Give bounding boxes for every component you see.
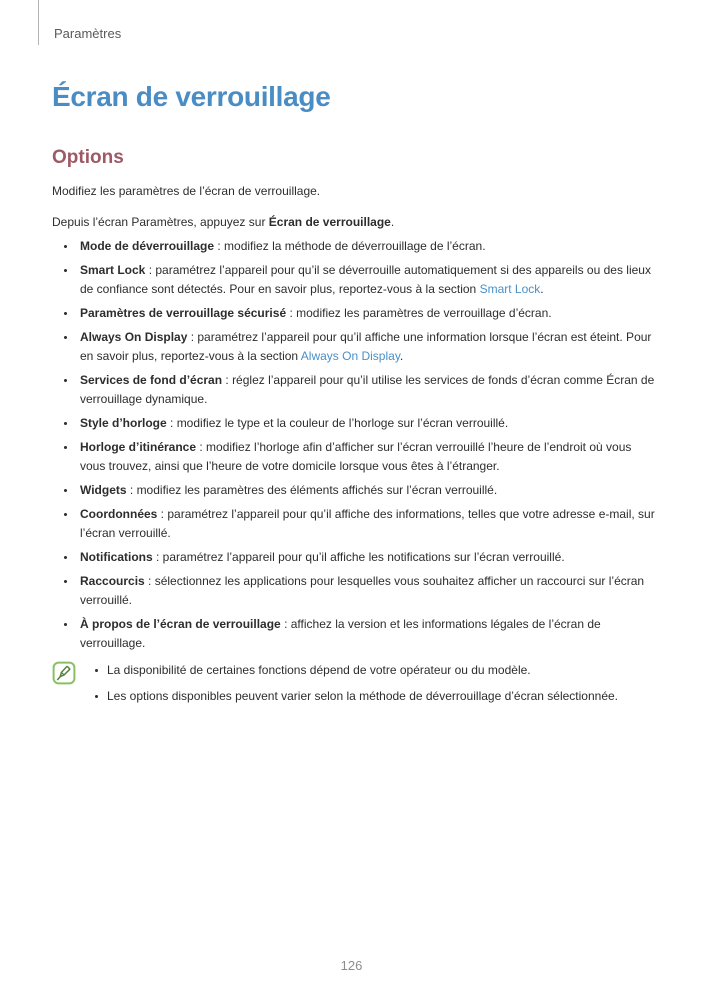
bold-term: Smart Lock	[80, 263, 146, 277]
text-run: : paramétrez l’appareil pour qu’il affiche des informations, telles que votre adresse e-mail, sur l’écran verrouillé.	[80, 507, 655, 540]
list-item	[52, 505, 655, 543]
bold-term: Services de fond d’écran	[80, 373, 223, 387]
bold-term: Coordonnées	[80, 507, 158, 521]
bold-term: Mode de déverrouillage	[80, 239, 215, 253]
page-title: Écran de verrouillage	[52, 81, 331, 112]
list-item	[52, 548, 655, 567]
list-item	[52, 438, 655, 476]
text-run: Modifiez les paramètres de l’écran de verrouillage.	[52, 184, 321, 198]
bold-term: Widgets	[80, 483, 127, 497]
text-run: : modifiez la méthode de déverrouillage de l’écran.	[214, 239, 486, 253]
text-run: .	[399, 349, 404, 363]
text-run: : modifiez les paramètres des éléments affichés sur l’écran verrouillé.	[126, 483, 498, 497]
text-run: : paramétrez l’appareil pour qu’il affiche les notifications sur l’écran verrouillé.	[152, 550, 565, 564]
list-item	[52, 481, 655, 500]
list-item	[52, 414, 655, 433]
text-run: : sélectionnez les applications pour lesquelles vous souhaitez afficher un raccourci sur l’écran verrouillé.	[80, 574, 645, 607]
text-run: : modifiez le type et la couleur de l’horloge sur l’écran verrouillé.	[166, 416, 509, 430]
text-run: : paramétrez l’appareil pour qu’il se déverrouille automatiquement si des appareils ou des lieux de confiance sont détectés. Pour en savoir plus, reportez-vous à la section	[80, 263, 651, 296]
bold-term: Style d’horloge	[80, 416, 167, 430]
intro-paragraphs	[52, 182, 655, 232]
bold-term: Notifications	[80, 550, 153, 564]
breadcrumb: Paramètres	[54, 26, 122, 41]
note-list	[76, 660, 655, 706]
list-item	[52, 237, 655, 256]
text-run: .	[390, 215, 395, 229]
note-box	[52, 660, 655, 706]
section-heading: Options	[52, 147, 124, 168]
bold-term: Raccourcis	[80, 574, 145, 588]
list-item	[52, 371, 655, 409]
note-pen-icon	[52, 661, 76, 685]
inline-link[interactable]: Smart Lock	[479, 282, 541, 296]
text-run: : affichez la version et les informations légales de l’écran de verrouillage.	[80, 617, 601, 650]
options-list	[52, 237, 655, 653]
inline-link[interactable]: Always On Display	[300, 349, 400, 363]
list-item	[52, 261, 655, 299]
list-item	[52, 328, 655, 366]
bold-term: Paramètres de verrouillage sécurisé	[80, 306, 287, 320]
text-run: : modifiez les paramètres de verrouillage d’écran.	[286, 306, 552, 320]
list-item	[52, 304, 655, 323]
page-number: 126	[340, 958, 363, 973]
text-run: : paramétrez l’appareil pour qu’il affiche une information lorsque l’écran est éteint. Pour en savoir plus, reportez-vous à la section	[80, 330, 652, 363]
page-footer	[0, 958, 703, 973]
list-item	[52, 615, 655, 653]
bold-term: Horloge d’itinérance	[80, 440, 197, 454]
paragraph	[52, 182, 655, 201]
list-item	[52, 572, 655, 610]
bold-term: Always On Display	[80, 330, 188, 344]
text-run: .	[540, 282, 544, 296]
bold-term: À propos de l’écran de verrouillage	[80, 617, 281, 631]
header-divider	[38, 0, 39, 45]
text-run: : réglez l’appareil pour qu’il utilise les services de fonds d’écran comme Écran de verrouillage dynamique.	[80, 373, 655, 406]
list-item: La disponibilité de certaines fonctions dépend de votre opérateur ou du modèle.	[90, 661, 655, 680]
bold-term: Écran de verrouillage	[268, 215, 391, 229]
text-run: : modifiez l’horloge afin d’afficher sur l’écran verrouillé l’heure de l’endroit où vous vous trouvez, ainsi que l’heure de votre domicile lorsque vous êtes à l’étranger.	[80, 440, 632, 473]
list-item: Les options disponibles peuvent varier selon la méthode de déverrouillage d’écran sélectionnée.	[90, 687, 655, 706]
paragraph	[52, 213, 655, 232]
text-run: Depuis l’écran Paramètres, appuyez sur	[52, 215, 269, 229]
